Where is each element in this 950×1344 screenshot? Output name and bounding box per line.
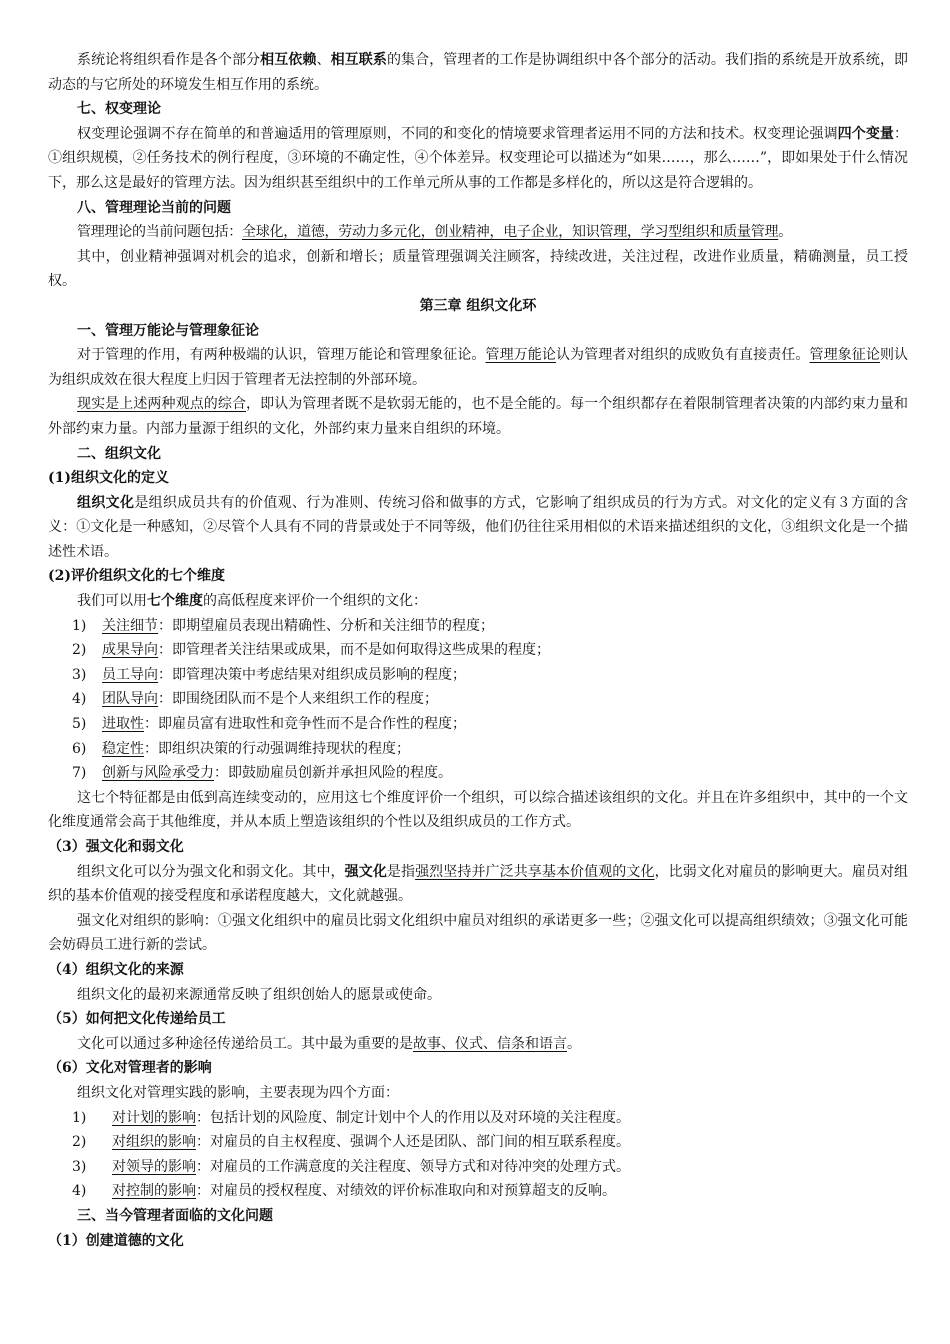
list-item: 6) 稳定性：即组织决策的行动强调维持现状的程度； bbox=[72, 740, 410, 757]
list-item: 3) 对领导的影响：对雇员的工作满意度的关注程度、领导方式和对待冲突的处理方式。 bbox=[72, 1158, 630, 1175]
paragraph-systems-theory: 系统论将组织看作是各个部分相互依赖、相互联系的集合，管理者的工作是协调组织中各个部分的活动。我们指的系统是开放系统，即动态的与它所处的环境发生相互作用的系统。 bbox=[48, 52, 909, 93]
subheading-strong-weak-culture: （3）强文化和弱文化 bbox=[48, 839, 184, 855]
paragraph-omnipotent-symbolic: 对于管理的作用，有两种极端的认识，管理万能论和管理象征论。管理万能论认为管理者对组织的成败负有直接责任。管理象征论则认为组织成效在很大程度上归因于管理者无法控制的外部环境。 bbox=[48, 347, 909, 388]
list-item: 4) 对控制的影响：对雇员的授权程度、对绩效的评价标准取向和对预算超支的反响。 bbox=[72, 1183, 616, 1200]
paragraph-current-issues: 管理理论的当前问题包括：全球化，道德，劳动力多元化，创业精神，电子企业，知识管理，学习型组织和质量管理。 bbox=[77, 224, 792, 241]
dimensions-list bbox=[48, 614, 908, 786]
document-page bbox=[48, 48, 908, 1253]
heading-current-culture-issues: 三、当今管理者面临的文化问题 bbox=[77, 1207, 273, 1224]
heading-contingency-theory: 七、权变理论 bbox=[77, 101, 161, 118]
paragraph-seven-dimensions-intro: 我们可以用七个维度的高低程度来评价一个组织的文化： bbox=[77, 593, 427, 610]
heading-organizational-culture: 二、组织文化 bbox=[77, 445, 161, 462]
paragraph-culture-definition: 组织文化是组织成员共有的价值观、行为准则、传统习俗和做事的方式，它影响了组织成员的行为方式。对文化的定义有３方面的含义：①文化是一种感知，②尽管个人具有不同的背景或处于不同等级，他们仍往往采用相似的术语来描述组织的文化，③组织文化是一个描述性术语。 bbox=[48, 494, 909, 560]
paragraph-culture-source: 组织文化的最初来源通常反映了组织创始人的愿景或使命。 bbox=[77, 986, 441, 1003]
subheading-seven-dimensions: (2)评价组织文化的七个维度 bbox=[48, 568, 225, 585]
list-item: 7) 创新与风险承受力：即鼓励雇员创新并承担风险的程度。 bbox=[72, 765, 452, 782]
list-item: 1) 对计划的影响：包括计划的风险度、制定计划中个人的作用以及对环境的关注程度。 bbox=[72, 1109, 630, 1126]
paragraph-culture-transmission: 文化可以通过多种途径传递给员工。其中最为重要的是故事、仪式、信条和语言。 bbox=[77, 1035, 581, 1052]
list-item: 2) 对组织的影响：对雇员的自主权程度、强调个人还是团队、部门间的相互联系程度。 bbox=[72, 1134, 630, 1151]
list-item: 5) 进取性：即雇员富有进取性和竞争性而不是合作性的程度； bbox=[72, 716, 466, 733]
heading-current-issues: 八、管理理论当前的问题 bbox=[77, 199, 231, 216]
subheading-culture-source: （4）组织文化的来源 bbox=[48, 961, 184, 978]
paragraph-strong-culture: 组织文化可以分为强文化和弱文化。其中，强文化是指强烈坚持并广泛共享基本价值观的文化，比弱文化对雇员的影响更大。雇员对组织的基本价值观的接受程度和承诺程度越大，文化就越强。 bbox=[48, 863, 909, 905]
list-item: 4) 团队导向：即围绕团队而不是个人来组织工作的程度； bbox=[72, 691, 438, 708]
list-item: 1) 关注细节：即期望雇员表现出精确性、分析和关注细节的程度； bbox=[72, 617, 494, 634]
subheading-culture-transmission: （5）如何把文化传递给员工 bbox=[48, 1011, 226, 1028]
paragraph-dimensions-summary: 这七个特征都是由低到高连续变动的，应用这七个维度评价一个组织，可以综合描述该组织的文化。并且在许多组织中，其中的一个文化维度通常会高于其他维度，并从本质上塑造该组织的个性以及组织成员的工作方式。 bbox=[48, 789, 908, 831]
subheading-culture-impact: （6）文化对管理者的影响 bbox=[48, 1060, 212, 1077]
paragraph-contingency-theory: 权变理论强调不存在简单的和普遍适用的管理原则，不同的和变化的情境要求管理者运用不同的方法和技术。权变理论强调四个变量：①组织规模，②任务技术的例行程度，③环境的不确定性，④个体差异。权变理论可以描述为“如果……，那么……”，即如果处于什么情况下，那么这是最好的管理方法。因为组织甚至组织中的工作单元所从事的工作都是多样化的，所以这是符合逻辑的。 bbox=[48, 125, 909, 191]
subheading-ethical-culture: （1）创建道德的文化 bbox=[48, 1232, 184, 1249]
list-item: 3) 员工导向：即管理决策中考虑结果对组织成员影响的程度； bbox=[72, 666, 466, 683]
paragraph-culture-impact-intro: 组织文化对管理实践的影响，主要表现为四个方面： bbox=[77, 1084, 399, 1101]
paragraph-entrepreneurship: 其中，创业精神强调对机会的追求，创新和增长；质量管理强调关注顾客，持续改进，关注过程，改进作业质量，精确测量，员工授权。 bbox=[48, 248, 908, 290]
list-item: 2) 成果导向：即管理者关注结果或成果，而不是如何取得这些成果的程度； bbox=[72, 642, 550, 659]
paragraph-synthesis: 现实是上述两种观点的综合，即认为管理者既不是软弱无能的，也不是全能的。每一个组织都存在着限制管理者决策的内部约束力量和外部约束力量。内部力量源于组织的文化，外部约束力量来自组织的环境。 bbox=[48, 396, 909, 437]
chapter-title: 第三章 组织文化环 bbox=[419, 297, 537, 314]
paragraph-strong-culture-effects: 强文化对组织的影响：①强文化组织中的雇员比弱文化组织中雇员对组织的承诺更多一些；②强文化可以提高组织绩效；③强文化可能会妨碍员工进行新的尝试。 bbox=[48, 912, 908, 954]
impacts-list bbox=[48, 1106, 908, 1204]
subheading-culture-definition: (1)组织文化的定义 bbox=[48, 470, 169, 487]
heading-omnipotent-symbolic: 一、管理万能论与管理象征论 bbox=[77, 322, 259, 339]
